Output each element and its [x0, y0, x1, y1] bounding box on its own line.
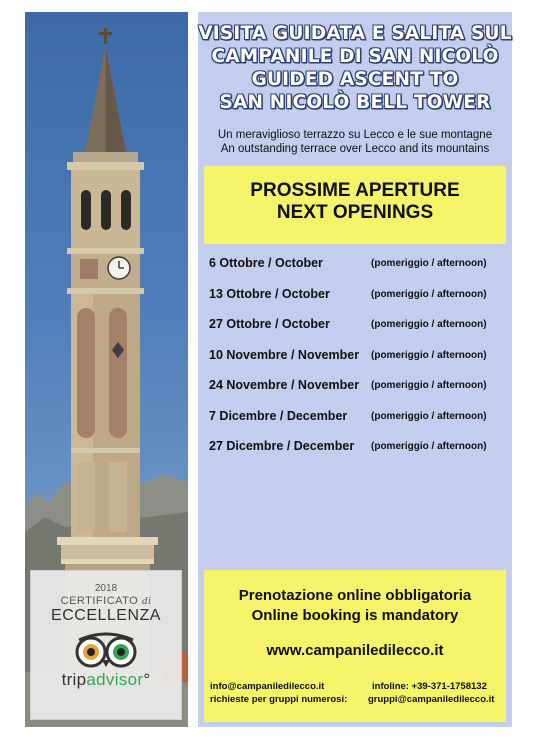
schedule-row: [198, 256, 512, 287]
website-link[interactable]: www.campaniledilecco.it: [266, 642, 444, 659]
email-link[interactable]: info@campaniledilecco.it: [210, 681, 325, 692]
badge-excellence-text: ECCELLENZA: [51, 607, 161, 624]
schedule-date: 6 Ottobre / October: [209, 256, 323, 270]
title-line: VISITA GUIDATA E SALITA SUL: [198, 23, 512, 44]
info-panel: [198, 12, 512, 727]
schedule-time: (pomeriggio / afternoon): [371, 441, 487, 452]
poster-subtitle: [198, 128, 512, 156]
booking-notice: [204, 570, 506, 626]
schedule-time: (pomeriggio / afternoon): [371, 380, 487, 391]
openings-heading-it: PROSSIME APERTURE: [250, 180, 460, 201]
schedule-date: 27 Ottobre / October: [209, 317, 330, 331]
brand-suffix: °: [143, 670, 151, 689]
schedule-time: (pomeriggio / afternoon): [371, 349, 487, 361]
badge-certificate-di: di: [141, 595, 152, 607]
opening-schedule: [198, 256, 512, 470]
schedule-row: [198, 378, 512, 409]
badge-year: 2018: [94, 583, 118, 594]
schedule-row: [198, 409, 512, 440]
groups-label: richieste per gruppi numerosi:: [210, 694, 348, 705]
schedule-row: [198, 348, 512, 379]
schedule-date: 10 Novembre / November: [209, 347, 360, 362]
schedule-time: (pomeriggio / afternoon): [371, 258, 487, 269]
schedule-date: 24 Novembre / November: [209, 378, 360, 392]
title-line: SAN NICOLÒ BELL TOWER: [219, 92, 491, 113]
phone-infoline[interactable]: infoline: +39-371-1758132: [372, 681, 487, 692]
tripadvisor-badge: [30, 570, 182, 720]
subtitle-line: An outstanding terrace over Lecco and its mountains: [220, 143, 490, 155]
badge-certificate-text: [31, 595, 181, 607]
schedule-row: [198, 287, 512, 318]
schedule-date: 7 Dicembre / December: [209, 408, 348, 423]
schedule-time: (pomeriggio / afternoon): [371, 410, 487, 422]
booking-notice-en: Online booking is mandatory: [251, 607, 459, 624]
tripadvisor-owl-icon: [73, 630, 139, 668]
poster-title: [198, 22, 512, 114]
brand-advisor: advisor: [86, 670, 144, 689]
brand-trip: trip: [61, 670, 87, 689]
openings-heading-en: NEXT OPENINGS: [276, 202, 434, 223]
schedule-date: 13 Ottobre / October: [209, 286, 330, 301]
subtitle-line: Un meraviglioso terrazzo su Lecco e le sue montagne: [217, 129, 493, 141]
booking-banner: [204, 570, 506, 722]
schedule-time: (pomeriggio / afternoon): [371, 319, 487, 330]
schedule-row: [198, 439, 512, 470]
groups-email-link[interactable]: gruppi@campaniledilecco.it: [368, 694, 495, 705]
openings-banner: [204, 166, 506, 244]
title-line: CAMPANILE DI SAN NICOLÒ: [211, 46, 499, 67]
openings-heading: [204, 166, 506, 224]
badge-certificate-word: CERTIFICATO: [60, 595, 142, 607]
schedule-date: 27 Dicembre / December: [209, 439, 355, 453]
schedule-row: [198, 317, 512, 348]
schedule-time: (pomeriggio / afternoon): [371, 288, 487, 300]
tripadvisor-logo-text: [31, 670, 181, 690]
title-line: GUIDED ASCENT TO: [251, 69, 459, 90]
booking-notice-it: Prenotazione online obbligatoria: [238, 587, 472, 604]
